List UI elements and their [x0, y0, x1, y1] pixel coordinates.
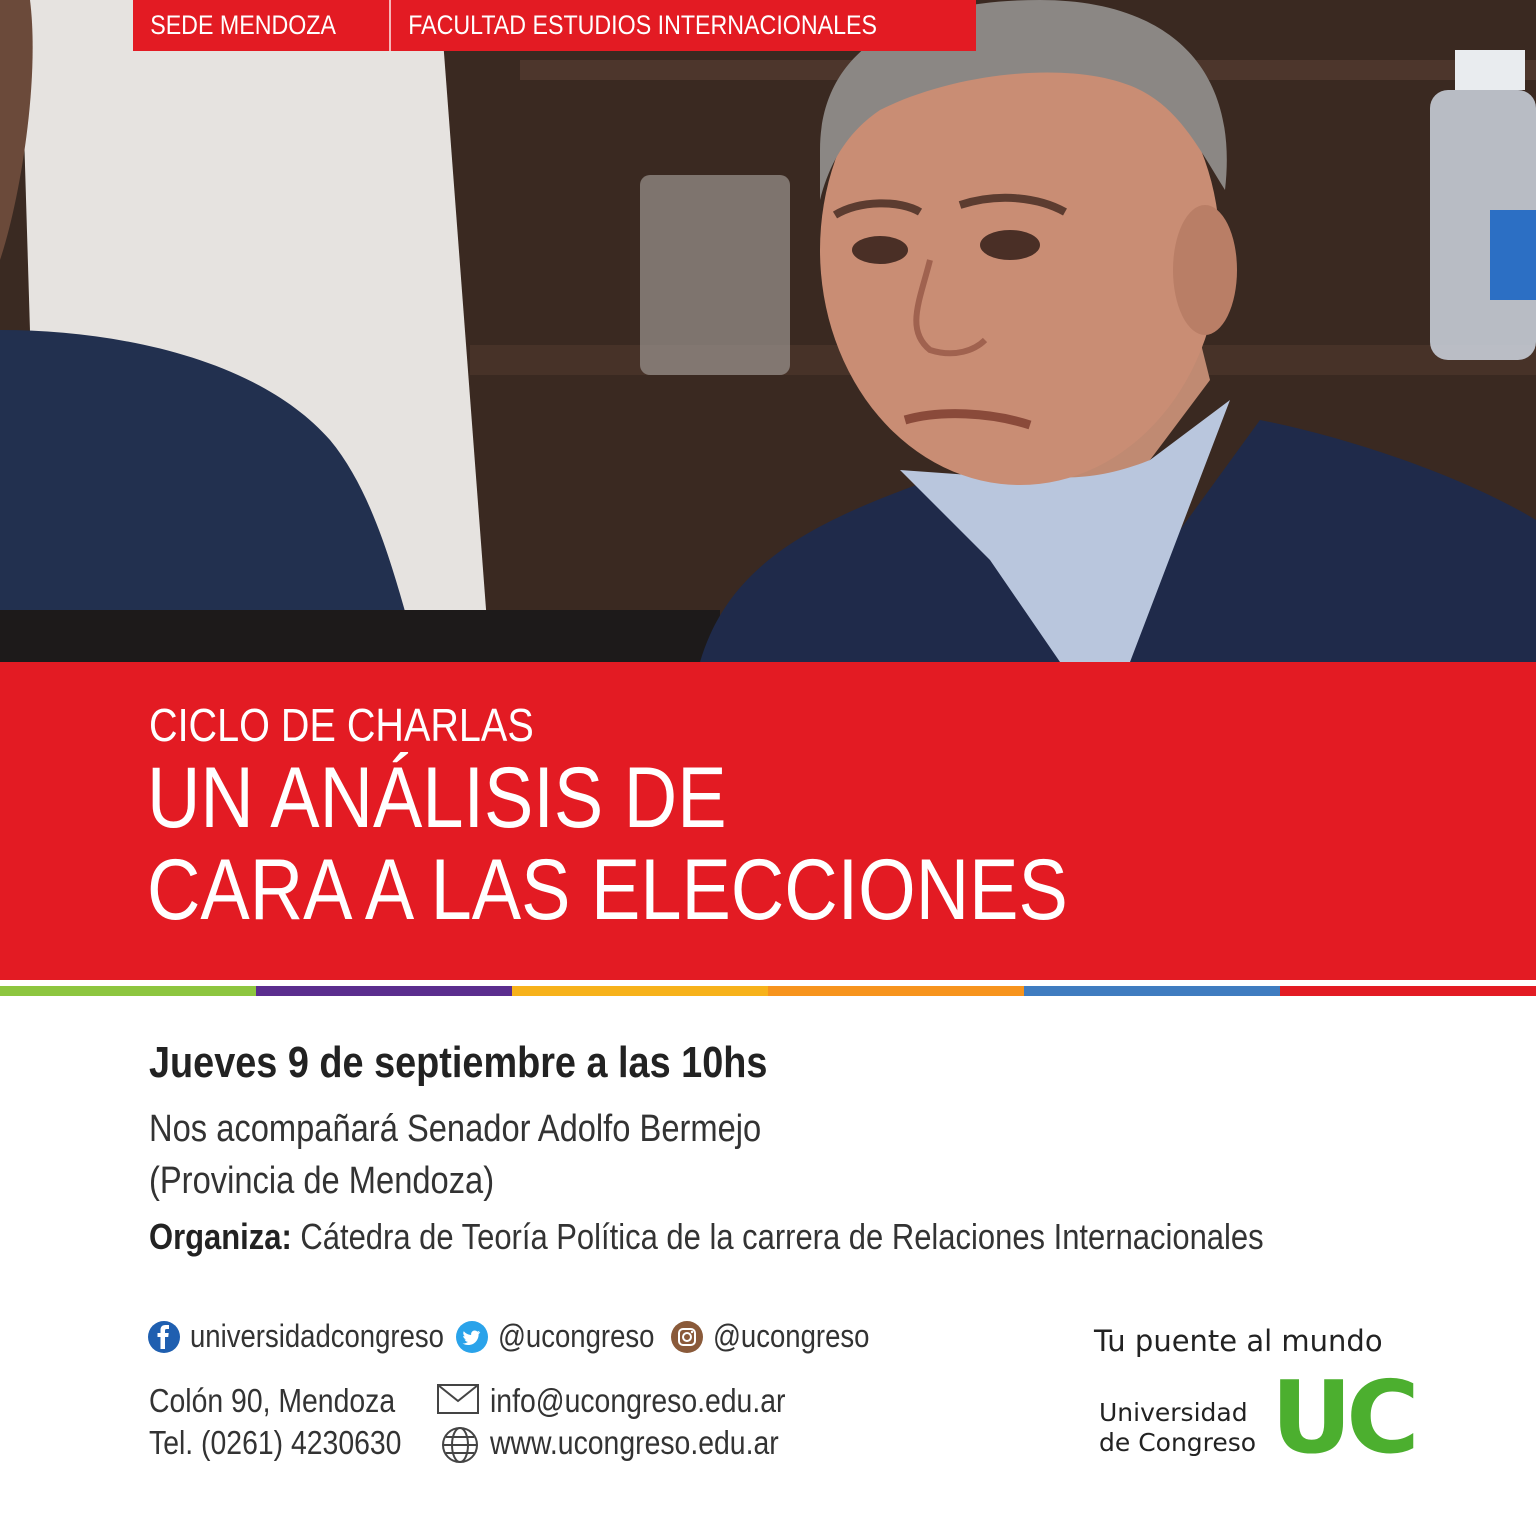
facebook-icon	[148, 1321, 180, 1353]
stripe-orange	[768, 986, 1024, 996]
event-title-line-1: UN ANÁLISIS DE	[147, 750, 727, 846]
stripe-yellow	[512, 986, 768, 996]
photo-illustration	[0, 0, 1536, 662]
mail-icon	[437, 1384, 479, 1419]
university-name-line-1: Universidad	[1099, 1398, 1248, 1427]
organizer	[149, 1216, 1264, 1258]
event-title-line-2: CARA A LAS ELECCIONES	[147, 842, 1068, 938]
facebook-handle: universidadcongreso	[190, 1318, 444, 1354]
instagram-icon	[671, 1321, 703, 1353]
guest-line-1: Nos acompañará Senador Adolfo Bermejo	[149, 1108, 762, 1150]
organizer-value: Cátedra de Teoría Política de la carrera de Relaciones Internacionales	[300, 1216, 1264, 1257]
stripe-purple	[256, 986, 512, 996]
twitter-icon	[456, 1321, 488, 1353]
twitter-handle: @ucongreso	[498, 1318, 655, 1354]
social-instagram[interactable]	[671, 1318, 895, 1355]
event-date: Jueves 9 de septiembre a las 10hs	[149, 1038, 768, 1087]
event-title	[147, 752, 1068, 936]
speaker-photo	[0, 0, 1536, 662]
header-tags	[133, 0, 976, 51]
tag-facultad	[391, 0, 976, 51]
social-facebook[interactable]	[148, 1318, 485, 1355]
stripe-blue	[1024, 986, 1280, 996]
website-link[interactable]: www.ucongreso.edu.ar	[490, 1424, 779, 1461]
tag-sede	[133, 0, 389, 51]
instagram-handle: @ucongreso	[713, 1318, 870, 1354]
tag-sede-label: SEDE MENDOZA	[150, 10, 336, 40]
globe-icon	[441, 1426, 479, 1469]
stripe-red	[1280, 986, 1536, 996]
color-stripes	[0, 986, 1536, 996]
event-series: CICLO DE CHARLAS	[149, 699, 534, 751]
address: Colón 90, Mendoza	[149, 1382, 396, 1419]
stripe-green	[0, 986, 256, 996]
phone: Tel. (0261) 4230630	[149, 1424, 402, 1461]
social-twitter[interactable]	[456, 1318, 680, 1355]
organizer-label: Organiza:	[149, 1216, 292, 1257]
email-link[interactable]: info@ucongreso.edu.ar	[490, 1382, 786, 1419]
tagline: Tu puente al mundo	[1094, 1324, 1383, 1358]
university-name-line-2: de Congreso	[1099, 1428, 1257, 1457]
university-name	[1099, 1398, 1256, 1458]
uc-logo-mark: UC	[1271, 1359, 1414, 1476]
tag-facultad-label: FACULTAD ESTUDIOS INTERNACIONALES	[408, 10, 878, 40]
guest-line-2: (Provincia de Mendoza)	[149, 1160, 495, 1202]
